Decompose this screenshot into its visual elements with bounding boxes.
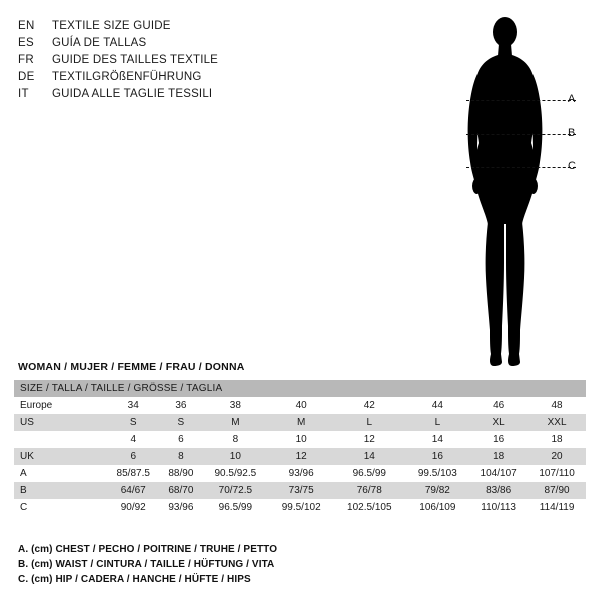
cell: XXL [528, 414, 586, 431]
measure-label-b: B [568, 127, 576, 139]
cell: 79/82 [406, 482, 470, 499]
row-label: US [14, 414, 106, 431]
row-label: B [14, 482, 106, 499]
cell: 70/72.5 [201, 482, 269, 499]
language-row [18, 69, 318, 86]
cell: 38 [201, 397, 269, 414]
language-code: EN [18, 20, 35, 32]
cell: 8 [160, 448, 201, 465]
table-row [14, 414, 586, 431]
cell: 10 [269, 431, 333, 448]
table-header-label: SIZE / TALLA / TAILLE / GRÖSSE / TAGLIA [14, 380, 586, 397]
table-row [14, 499, 586, 516]
cell: 96.5/99 [201, 499, 269, 516]
cell: 18 [528, 431, 586, 448]
language-title: TEXTILGRÖßENFÜHRUNG [52, 71, 202, 83]
cell: 110/113 [469, 499, 528, 516]
table-row [14, 431, 586, 448]
cell: 83/86 [469, 482, 528, 499]
note-hip: C. (cm) HIP / CADERA / HANCHE / HÜFTE / HIPS [18, 574, 251, 585]
language-row [18, 86, 318, 103]
cell: 10 [201, 448, 269, 465]
female-figure [430, 10, 590, 370]
language-title: GUÍA DE TALLAS [52, 37, 147, 49]
cell: 12 [333, 431, 406, 448]
cell: 16 [406, 448, 470, 465]
language-row [18, 18, 318, 35]
cell: 42 [333, 397, 406, 414]
cell: 96.5/99 [333, 465, 406, 482]
cell: M [201, 414, 269, 431]
cell: 107/110 [528, 465, 586, 482]
row-label: C [14, 499, 106, 516]
language-title-block [18, 18, 318, 103]
female-silhouette-icon [430, 10, 590, 370]
note-waist: B. (cm) WAIST / CINTURA / TAILLE / HÜFTUNG / VITA [18, 559, 275, 570]
cell: 68/70 [160, 482, 201, 499]
measure-label-a: A [568, 93, 576, 105]
language-code: ES [18, 37, 34, 49]
note-chest: A. (cm) CHEST / PECHO / POITRINE / TRUHE / PETTO [18, 544, 278, 555]
cell: 14 [333, 448, 406, 465]
language-code: DE [18, 71, 35, 83]
cell: 114/119 [528, 499, 586, 516]
measure-label-c: C [568, 160, 576, 172]
row-label: Europe [14, 397, 106, 414]
table-row [14, 397, 586, 414]
cell: L [406, 414, 470, 431]
cell: 99.5/102 [269, 499, 333, 516]
language-row [18, 52, 318, 69]
cell: 20 [528, 448, 586, 465]
cell: 4 [106, 431, 160, 448]
table-header-row [14, 380, 586, 397]
cell: 93/96 [160, 499, 201, 516]
cell: 8 [201, 431, 269, 448]
cell: 6 [160, 431, 201, 448]
cell: 64/67 [106, 482, 160, 499]
language-row [18, 35, 318, 52]
cell: XL [469, 414, 528, 431]
cell: 104/107 [469, 465, 528, 482]
cell: 102.5/105 [333, 499, 406, 516]
cell: S [160, 414, 201, 431]
cell: 99.5/103 [406, 465, 470, 482]
language-code: FR [18, 54, 34, 66]
cell: 87/90 [528, 482, 586, 499]
table-caption: WOMAN / MUJER / FEMME / FRAU / DONNA [18, 361, 245, 373]
table-row [14, 448, 586, 465]
cell: 90/92 [106, 499, 160, 516]
language-title: GUIDE DES TAILLES TEXTILE [52, 54, 219, 66]
cell: 88/90 [160, 465, 201, 482]
measure-line-c [466, 167, 576, 168]
row-label [14, 431, 106, 448]
measure-line-b [466, 134, 576, 135]
cell: 46 [469, 397, 528, 414]
cell: 34 [106, 397, 160, 414]
cell: 18 [469, 448, 528, 465]
cell: 90.5/92.5 [201, 465, 269, 482]
row-label: A [14, 465, 106, 482]
cell: 106/109 [406, 499, 470, 516]
cell: 76/78 [333, 482, 406, 499]
cell: L [333, 414, 406, 431]
cell: S [106, 414, 160, 431]
row-label: UK [14, 448, 106, 465]
language-title: TEXTILE SIZE GUIDE [52, 20, 171, 32]
measurement-notes [18, 542, 578, 587]
cell: 36 [160, 397, 201, 414]
cell: 12 [269, 448, 333, 465]
cell: 14 [406, 431, 470, 448]
language-title: GUIDA ALLE TAGLIE TESSILI [52, 88, 213, 100]
cell: 85/87.5 [106, 465, 160, 482]
cell: M [269, 414, 333, 431]
cell: 6 [106, 448, 160, 465]
cell: 48 [528, 397, 586, 414]
cell: 16 [469, 431, 528, 448]
cell: 93/96 [269, 465, 333, 482]
table-row [14, 482, 586, 499]
cell: 40 [269, 397, 333, 414]
language-code: IT [18, 88, 29, 100]
size-table [14, 380, 586, 516]
cell: 73/75 [269, 482, 333, 499]
cell: 44 [406, 397, 470, 414]
measure-line-a [466, 100, 576, 101]
table-row [14, 465, 586, 482]
